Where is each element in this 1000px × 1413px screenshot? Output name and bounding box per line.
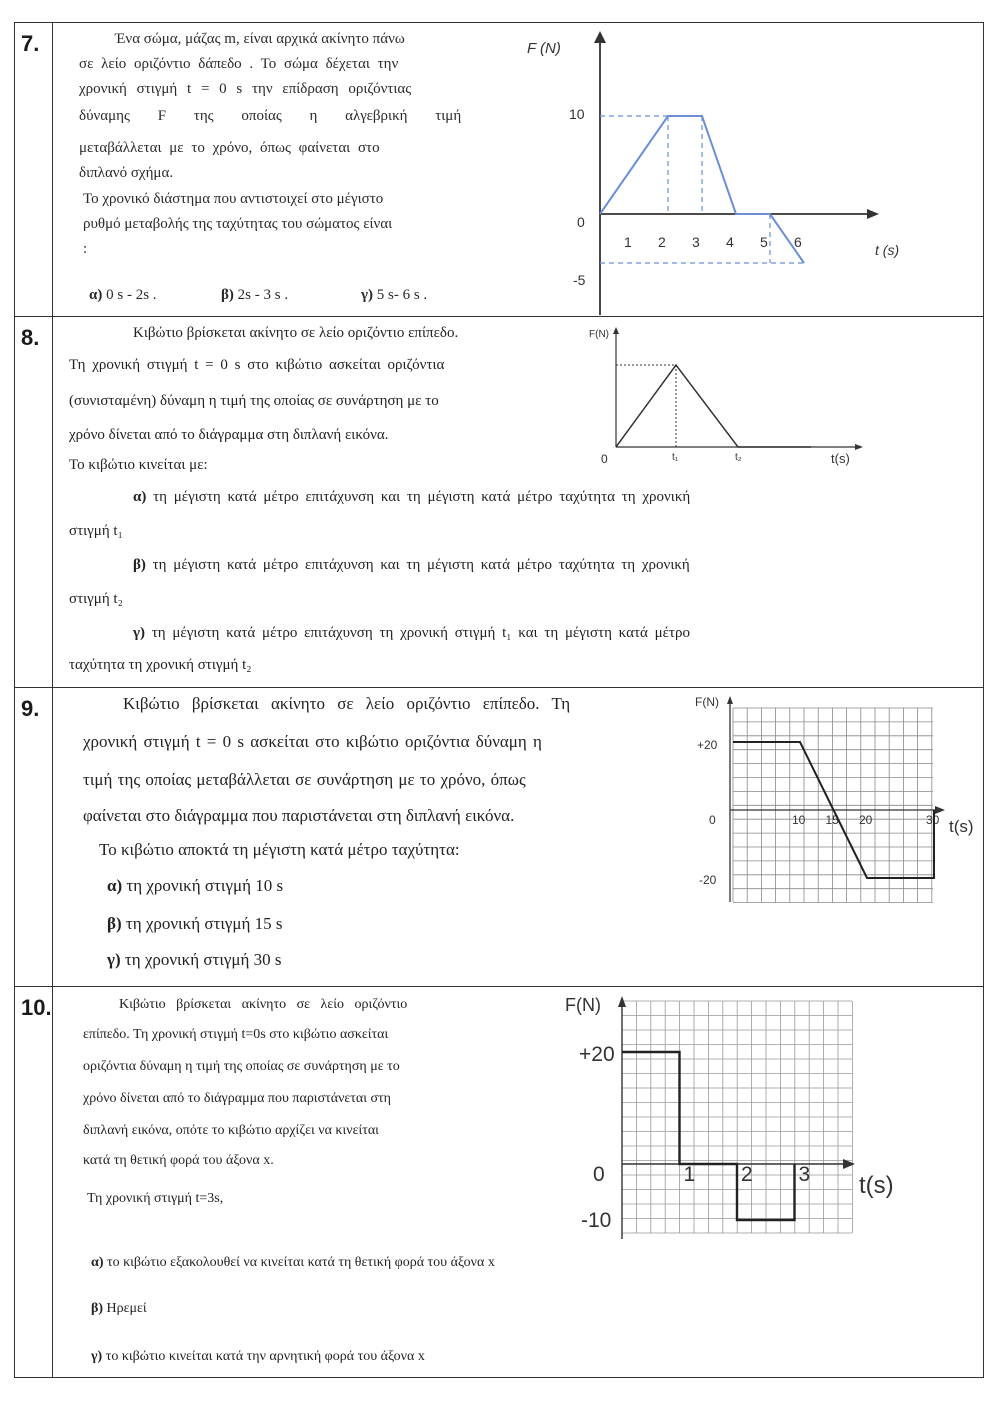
- option-letter: α): [133, 489, 147, 505]
- y-axis-label: F(N): [565, 995, 601, 1015]
- q8-option-c: [133, 625, 690, 642]
- x-tick-label: 30: [926, 813, 940, 827]
- question-7-content: [53, 23, 983, 316]
- q7-line-1: Ένα σώμα, μάζας m, είναι αρχικά ακίνητο πάνω: [115, 31, 405, 47]
- x-tick-labels: [684, 1163, 811, 1186]
- y-tick-label: -10: [581, 1209, 612, 1232]
- q10-line-3: οριζόντια δύναμη η τιμή της οποίας σε συνάρτηση με το: [83, 1059, 400, 1074]
- x-tick-label: 1: [683, 1163, 696, 1186]
- q7-line-8: ρυθμό μεταβολής της ταχύτητας του σώματος είναι: [83, 216, 393, 232]
- q8-line-1: Κιβώτιο βρίσκεται ακίνητο σε λείο οριζόντιο επίπεδο.: [133, 325, 459, 341]
- x-axis-label: t(s): [831, 451, 850, 466]
- q10-force-time-chart: [525, 989, 955, 1247]
- q9-line-3: τιμή της οποίας μεταβάλλεται σε συνάρτηση με το χρόνο, όπως: [83, 770, 526, 789]
- q7-line-2: σε λείο οριζόντιο δάπεδο . Το σώμα δέχεται την: [79, 56, 399, 72]
- grid: [733, 708, 933, 903]
- question-8: [14, 316, 984, 688]
- x-tick-label: t₂: [735, 452, 742, 463]
- x-axis-arrow: [867, 209, 879, 219]
- question-8-content: [53, 317, 983, 687]
- question-number: 9.: [15, 688, 53, 986]
- x-axis-arrow: [855, 444, 863, 450]
- q8-force-time-chart: [581, 323, 911, 473]
- x-tick-label: 1: [624, 234, 632, 250]
- question-9-content: [53, 688, 983, 986]
- x-axis-label: t(s): [949, 817, 974, 836]
- q8-line-2: Τη χρονική στιγμή t = 0 s στο κιβώτιο ασκείται οριζόντια: [69, 357, 445, 373]
- option-letter: α): [89, 287, 103, 303]
- q7-line-3: χρονική στιγμή t = 0 s την επίδραση οριζόντιας: [79, 81, 412, 97]
- question-9: [14, 687, 984, 987]
- option-text: τη μέγιστη κατά μέτρο επιτάχυνση και τη μέγιστη κατά μέτρο ταχύτητα τη χρονική: [153, 489, 691, 505]
- question-number: 8.: [15, 317, 53, 687]
- option-text: τη μέγιστη κατά μέτρο επιτάχυνση τη χρονική στιγμή t₁ και τη μέγιστη κατά μέτρο: [151, 625, 690, 641]
- option-letter: γ): [361, 287, 374, 303]
- q9-option-a: [107, 876, 283, 896]
- q9-option-b: [107, 914, 283, 934]
- y-axis-arrow: [727, 696, 733, 704]
- option-text: τη μέγιστη κατά μέτρο επιτάχυνση και τη μέγιστη κατά μέτρο ταχύτητα τη χρονική: [152, 557, 690, 573]
- option-text: 0 s - 2s .: [106, 287, 157, 303]
- option-text: Ηρεμεί: [106, 1301, 147, 1316]
- option-letter: β): [107, 914, 122, 933]
- y-tick-label: -20: [699, 873, 717, 887]
- y-tick-label: 0: [593, 1163, 605, 1186]
- option-text: 5 s- 6 s .: [376, 287, 428, 303]
- option-letter: γ): [107, 950, 121, 969]
- y-axis-label: F(N): [589, 329, 609, 340]
- q7-line-9: :: [83, 241, 88, 257]
- option-text: 2s - 3 s .: [237, 287, 289, 303]
- option-text: το κιβώτιο εξακολουθεί να κινείται κατά τη θετική φορά του άξονα x: [106, 1255, 495, 1270]
- y-tick-label: -5: [573, 272, 586, 288]
- q8-option-b: [133, 557, 690, 574]
- y-tick-label: +20: [697, 738, 718, 752]
- x-tick-label: 2: [658, 234, 666, 250]
- q7-line-4: δύναμης F της οποίας η αλγεβρική τιμή: [79, 108, 462, 124]
- question-10: [14, 986, 984, 1378]
- q8-option-b-cont: στιγμή t₂: [69, 591, 123, 607]
- x-tick-label: 2: [741, 1163, 753, 1186]
- option-letter: α): [91, 1255, 104, 1270]
- option-text: τη χρονική στιγμή 10 s: [126, 876, 284, 895]
- q7-force-time-chart: [493, 23, 983, 316]
- y-tick-label: 0: [577, 214, 585, 230]
- y-axis-arrow: [618, 996, 626, 1007]
- q9-option-c: [107, 950, 282, 970]
- x-tick-label: 15: [825, 813, 839, 827]
- option-letter: α): [107, 876, 123, 895]
- question-7: [14, 22, 984, 317]
- option-letter: β): [221, 287, 234, 303]
- option-letter: γ): [133, 625, 146, 641]
- q8-line-4: χρόνο δίνεται από το διάγραμμα στη διπλανή εικόνα.: [69, 427, 389, 443]
- x-tick-label: 6: [794, 234, 802, 250]
- q8-line-3: (συνισταμένη) δύναμη η τιμή της οποίας σε συνάρτηση με το: [69, 393, 439, 409]
- x-tick-label: t₁: [672, 452, 679, 463]
- option-text: τη χρονική στιγμή 15 s: [125, 914, 283, 933]
- y-tick-label: 10: [569, 106, 585, 122]
- q7-line-5: μεταβάλλεται με το χρόνο, όπως φαίνεται στο: [79, 140, 380, 156]
- q7-option-a: [89, 287, 157, 304]
- y-axis-arrow: [594, 31, 606, 43]
- q9-line-4: φαίνεται στο διάγραμμα που παριστάνεται στη διπλανή εικόνα.: [83, 806, 515, 825]
- q10-line-5: διπλανή εικόνα, οπότε το κιβώτιο αρχίζει να κινείται: [83, 1123, 379, 1138]
- x-tick-label: 3: [798, 1163, 811, 1186]
- question-number: 7.: [15, 23, 53, 316]
- q10-line-1: Κιβώτιο βρίσκεται ακίνητο σε λείο οριζόντιο: [119, 997, 408, 1012]
- q7-line-6: διπλανό σχήμα.: [79, 165, 174, 181]
- q8-option-a-cont: στιγμή t₁: [69, 523, 123, 539]
- y-axis-label: F(N): [695, 695, 719, 709]
- q9-line-2: χρονική στιγμή t = 0 s ασκείται στο κιβώτιο οριζόντια δύναμη η: [83, 732, 542, 751]
- x-tick-label: 3: [692, 234, 700, 250]
- q9-question: Το κιβώτιο αποκτά τη μέγιστη κατά μέτρο ταχύτητα:: [99, 840, 460, 859]
- option-text: το κιβώτιο κινείται κατά την αρνητική φορά του άξονα x: [105, 1349, 425, 1364]
- y-axis-label: F (N): [527, 40, 561, 57]
- y-tick-label: 0: [709, 813, 716, 827]
- x-axis-label: t (s): [875, 242, 900, 258]
- q8-option-a: [133, 489, 690, 506]
- option-letter: β): [91, 1301, 104, 1316]
- q10-line-2: επίπεδο. Τη χρονική στιγμή t=0s στο κιβώτιο ασκείται: [83, 1027, 389, 1042]
- option-letter: β): [133, 557, 146, 573]
- q10-line-6: κατά τη θετική φορά του άξονα x.: [83, 1153, 274, 1168]
- y-tick-label: +20: [579, 1043, 615, 1066]
- q10-option-c: [91, 1349, 425, 1365]
- q7-line-7: Το χρονικό διάστημα που αντιστοιχεί στο μέγιστο: [83, 191, 384, 207]
- origin-label: 0: [601, 452, 608, 466]
- q10-question: Τη χρονική στιγμή t=3s,: [87, 1191, 224, 1206]
- q9-force-time-chart: [683, 692, 983, 907]
- x-tick-label: 10: [792, 813, 806, 827]
- q10-option-a: [91, 1255, 495, 1271]
- q8-option-c-cont: ταχύτητα τη χρονική στιγμή t₂: [69, 657, 252, 673]
- question-10-content: [53, 987, 983, 1377]
- x-tick-label: 20: [859, 813, 873, 827]
- x-axis-label: t(s): [859, 1172, 894, 1199]
- q10-line-4: χρόνο δίνεται από το διάγραμμα που παριστάνεται στη: [83, 1091, 392, 1106]
- q8-line-5: Το κιβώτιο κινείται με:: [69, 457, 208, 473]
- x-tick-label: 4: [726, 234, 734, 250]
- question-number: 10.: [15, 987, 53, 1377]
- q7-option-c: [361, 287, 427, 304]
- q7-option-b: [221, 287, 288, 304]
- option-text: τη χρονική στιγμή 30 s: [124, 950, 282, 969]
- q9-line-1: Κιβώτιο βρίσκεται ακίνητο σε λείο οριζόντιο επίπεδο. Τη: [123, 694, 571, 713]
- x-tick-labels: [624, 234, 802, 250]
- force-line: [616, 365, 811, 447]
- x-tick-label: 5: [760, 234, 768, 250]
- option-letter: γ): [91, 1349, 103, 1364]
- y-axis-arrow: [613, 327, 619, 334]
- q10-option-b: [91, 1301, 147, 1317]
